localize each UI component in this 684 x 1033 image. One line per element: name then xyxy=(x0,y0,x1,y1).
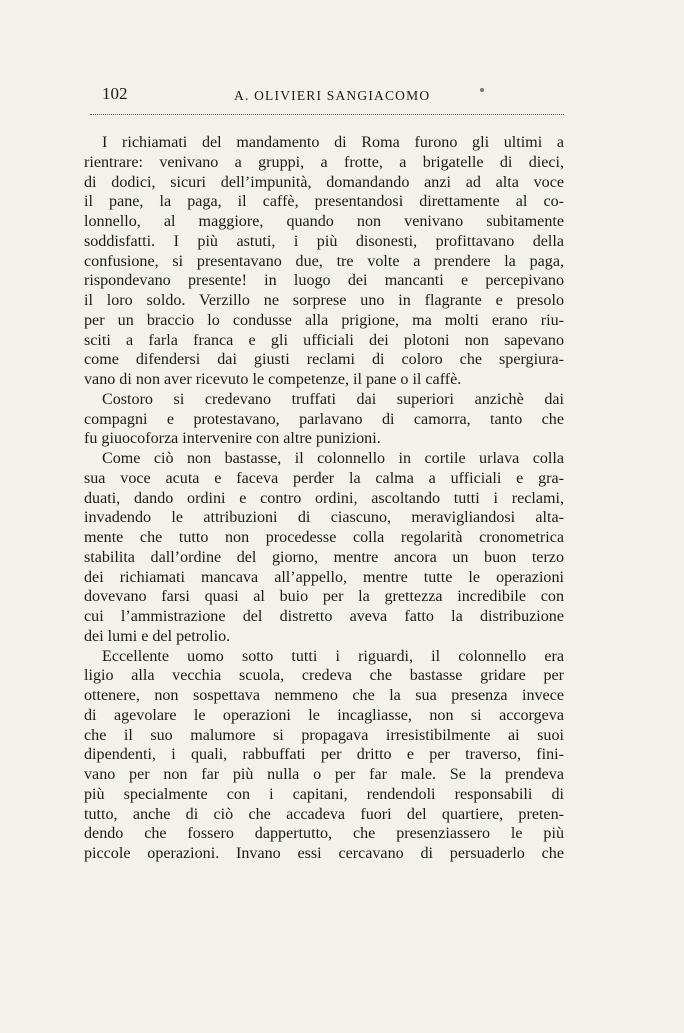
text-line: I richiamati del mandamento di Roma furono gli ultimi a xyxy=(102,134,564,151)
text-line: dei lumi e del petrolio. xyxy=(84,627,231,645)
running-title: A. OLIVIERI SANGIACOMO xyxy=(234,88,431,103)
header-rule xyxy=(90,114,564,115)
page-number: 102 xyxy=(102,84,128,103)
text-line: vano di non aver ricevuto le competenze, il pane o il caffè. xyxy=(84,371,462,388)
text-line: dipendenti, i quali, rabbuffati per dritto e per traverso, fini- xyxy=(84,746,564,764)
text-line: più specialmente con i capitani, rendendoli responsabili di xyxy=(84,785,564,803)
text-line: mente che tutto non procedesse colla regolarità cronometrica xyxy=(84,529,564,546)
running-head xyxy=(102,84,562,106)
text-line: dovevano farsi quasi al buio per la grettezza incredibile con xyxy=(84,588,564,606)
text-line: rispondevano presente! in luogo dei mancanti e percepivano xyxy=(84,272,564,290)
paragraph-3 xyxy=(84,449,564,647)
body-text xyxy=(84,133,564,864)
text-line: dei richiamati mancava all’appello, mentre tutte le operazioni xyxy=(84,568,564,586)
text-line: stabilita dall’ordine del giorno, mentre ancora un buon terzo xyxy=(84,548,564,566)
text-line: compagni e protestavano, parlavano di camorra, tanto che xyxy=(84,410,564,428)
text-line: di dodici, sicuri dell’impunità, domandando anzi ad alta voce xyxy=(84,173,564,191)
text-line: dendo che fossero dappertutto, che presenziassero le più xyxy=(84,825,564,843)
text-line: sua voce acuta e faceva perder la calma a ufficiali e gra- xyxy=(84,469,564,487)
text-line: sciti a farla franca e gli ufficiali dei plotoni non sapevano xyxy=(84,331,564,349)
text-line: che il suo malumore si propagava irresistibilmente ai suoi xyxy=(84,726,564,744)
text-line: come difendersi dai giusti reclami di coloro che spergiura- xyxy=(84,351,564,369)
text-line: rientrare: venivano a gruppi, a frotte, a brigatelle di dieci, xyxy=(84,153,564,171)
text-line: ottenere, non sospettava nemmeno che la sua presenza invece xyxy=(84,687,564,704)
text-line: Costoro si credevano truffati dai superiori anzichè dai xyxy=(102,390,564,408)
text-line: vano per non far più nulla o per far male. Se la prendeva xyxy=(84,766,564,783)
text-line: ligio alla vecchia scuola, credeva che bastasse gridare per xyxy=(84,667,564,685)
text-line: il pane, la paga, il caffè, presentandosi direttamente al co- xyxy=(84,193,564,211)
text-line: duati, dando ordini e contro ordini, ascoltando tutti i reclami, xyxy=(84,489,564,507)
text-line: piccole operazioni. Invano essi cercavano di persuaderlo che xyxy=(84,845,564,862)
text-line: lonnello, al maggiore, quando non venivano subitamente xyxy=(84,213,564,230)
text-line: confusione, si presentavano due, tre volte a prendere la paga, xyxy=(84,252,564,270)
paragraph-2 xyxy=(84,390,564,449)
text-line: il loro soldo. Verzillo ne sorprese uno in flagrante e presolo xyxy=(84,292,564,309)
paragraph-1 xyxy=(84,133,564,390)
text-line: cui l’ammistrazione del distretto aveva fatto la distribuzione xyxy=(84,608,564,625)
paper-speck xyxy=(480,88,484,92)
text-line: di agevolare le operazioni le incagliasse, non si accorgeva xyxy=(84,706,564,724)
text-line: fu giuocoforza intervenire con altre punizioni. xyxy=(84,430,381,448)
text-line: soddisfatti. I più astuti, i più disonesti, profittavano della xyxy=(84,232,564,250)
text-line: per un braccio lo condusse alla prigione, ma molti erano riu- xyxy=(84,311,564,329)
text-line: Eccellente uomo sotto tutti i riguardi, il colonnello era xyxy=(102,647,564,665)
paragraph-4 xyxy=(84,647,564,864)
text-line: tutto, anche di ciò che accadeva fuori del quartiere, preten- xyxy=(84,805,564,823)
text-line: invadendo le attribuzioni di ciascuno, meravigliandosi alta- xyxy=(84,509,564,527)
text-line: Come ciò non bastasse, il colonnello in cortile urlava colla xyxy=(102,450,564,467)
